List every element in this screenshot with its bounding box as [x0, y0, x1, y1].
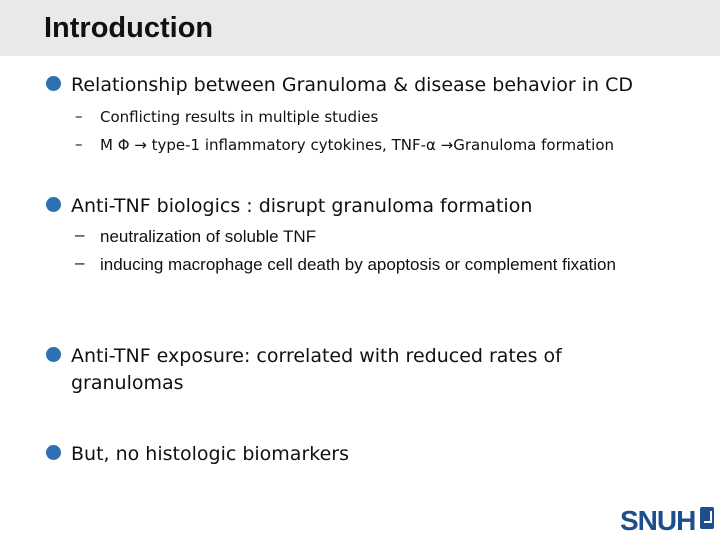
dash-marker: –	[75, 135, 83, 153]
bullet-text: Anti-TNF exposure: correlated with reduced rates of granulomas	[71, 345, 562, 394]
bullet-dot-icon	[46, 197, 61, 212]
dash-marker: –	[75, 107, 83, 125]
bullet-dot-icon	[46, 347, 61, 362]
sub-bullet-text: M Φ → type-1 inflammatory cytokines, TNF-α →Granuloma formation	[100, 136, 615, 154]
dash-marker: –	[75, 253, 85, 272]
sub-bullet-text: inducing macrophage cell death by apoptosis or complement fixation	[100, 255, 616, 274]
bullet-text: Relationship between Granuloma & disease behavior in CD	[71, 74, 633, 96]
bullet-text: Anti-TNF biologics : disrupt granuloma formation	[71, 195, 533, 217]
bullet-text: But, no histologic biomarkers	[71, 443, 349, 465]
bullet-dot-icon	[46, 76, 61, 91]
dash-marker: –	[75, 225, 85, 244]
sub-bullet-text: Conflicting results in multiple studies	[100, 108, 379, 126]
title-bar	[0, 0, 720, 56]
bullet-dot-icon	[46, 445, 61, 460]
sub-bullet-text: neutralization of soluble TNF	[100, 227, 317, 246]
snuh-mark-icon	[700, 507, 714, 529]
slide-title: Introduction	[44, 12, 214, 44]
logo-text: SNUH	[620, 505, 696, 536]
snuh-logo	[620, 505, 718, 539]
